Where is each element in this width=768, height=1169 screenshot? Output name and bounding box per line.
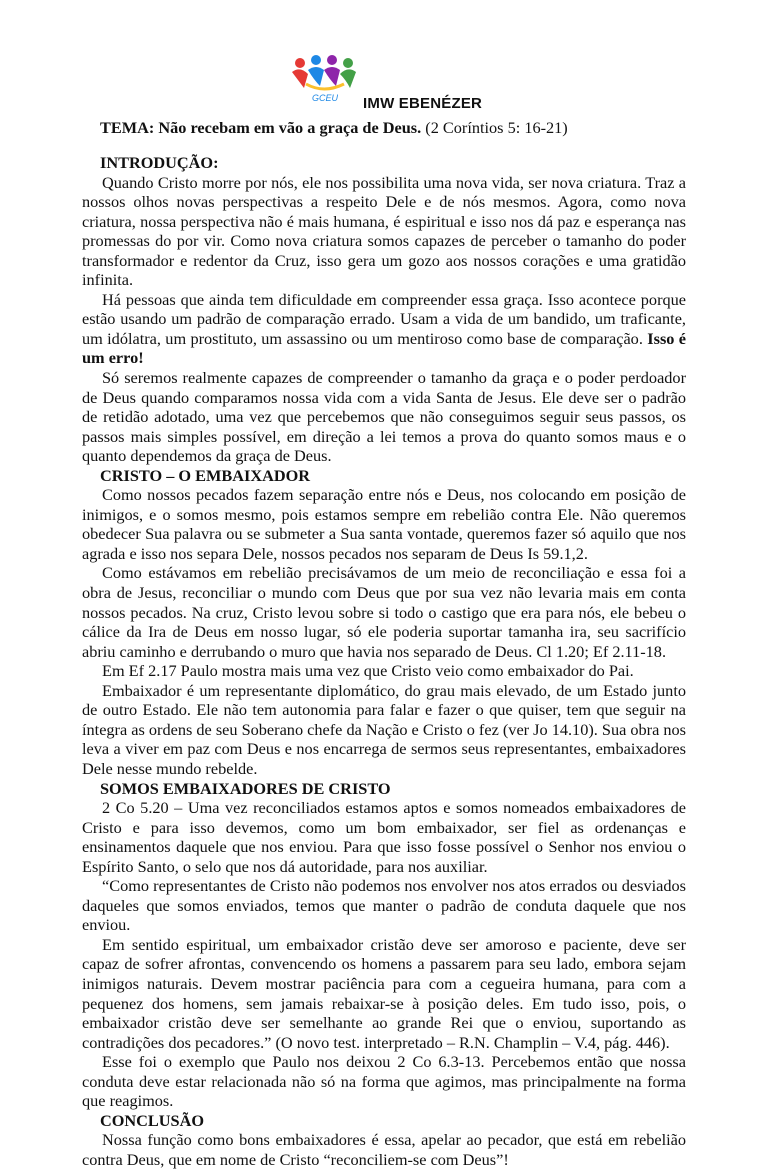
logo-text: GCEU	[312, 93, 339, 103]
embaixador-paragraph-2: Como estávamos em rebelião precisávamos de um meio de reconciliação e essa foi a obra de Jesus, reconciliar o mundo com Deus que por sua vez não levaria mais em conta nossos pecados. Na cruz, Cristo levou sobre si todo o castigo que era para nós, ele bebeu o cálice da Ira de Deus em nosso lugar, só ele poderia suportar tamanha ira, seu sacrifício abriu caminho e derrubando o muro que havia nos separado de Deus. Cl 1.20; Ef 2.11-18.	[82, 563, 686, 661]
embaixador-paragraph-4: Embaixador é um representante diplomático, do grau mais elevado, de um Estado junto de outro Estado. Ele não tem autonomia para falar e fazer o que quiser, tem que seguir na íntegra as ordens de seu Soberano chefe da Nação e Cristo o fez (ver Jo 14.10). Sua obra nos leva a viver em paz com Deus e nos encarrega de sermos seus representantes, embaixadores Dele nesse mundo rebelde.	[82, 680, 687, 778]
somos-paragraph-4: Esse foi o exemplo que Paulo nos deixou 2 Co 6.3-13. Percebemos então que nossa conduta deve estar relacionada não só na forma que agimos, mas principalmente na forma que reagimos.	[82, 1052, 686, 1111]
tema-ref: (2 Coríntios 5: 16-21)	[425, 118, 568, 137]
heading-somos: SOMOS EMBAIXADORES DE CRISTO	[100, 778, 391, 798]
tema-label: TEMA:	[100, 118, 155, 137]
heading-embaixador: CRISTO – O EMBAIXADOR	[100, 465, 311, 485]
tema-title: Não recebam em vão a graça de Deus.	[158, 118, 422, 137]
tema-line	[100, 118, 568, 138]
embaixador-paragraph-1: Como nossos pecados fazem separação entre nós e Deus, nos colocando em posição de inimigos, e o somos mesmo, pois estamos sempre em rebelião contra Ele. Não queremos obedecer Sua palavra ou se submeter a Sua santa vontade, queremos fazer só aquilo que nos agrada e isso nos separa Dele, nossos pecados nos separam de Deus Is 59.1,2.	[82, 485, 686, 563]
org-name: IMW EBENÉZER	[363, 95, 483, 112]
heading-introducao: INTRODUÇÃO:	[100, 153, 219, 172]
intro-paragraph-1: Quando Cristo morre por nós, ele nos possibilita uma nova vida, ser nova criatura. Traz a nossos olhos novas perspectivas a respeito Dele e de nós mesmos. Agora, como nova criatura, nossa perspectiva não é mais humana, é espiritual e isso nos dá paz e esperança nas promessas do por vir. Como nova criatura somos capazes de perceber o tamanho do poder transformador e redentor da Cruz, isso gera um gozo aos nossos corações e uma gratidão infinita.	[82, 172, 686, 290]
gceu-logo	[288, 54, 364, 104]
intro-p2-bold: Isso é um erro!	[82, 328, 686, 368]
embaixador-paragraph-3: Em Ef 2.17 Paulo mostra mais uma vez que Cristo veio como embaixador do Pai.	[102, 661, 634, 681]
somos-paragraph-1: 2 Co 5.20 – Uma vez reconciliados estamos aptos e somos nomeados embaixadores de Cristo e para isso devemos, como um bom embaixador, ser fiel as ordenanças e ensinamentos daquele que nos enviou. Para que isso fosse possível o Senhor nos enviou o Espírito Santo, o selo que nos dá autoridade, para nos auxiliar.	[82, 798, 686, 876]
intro-paragraph-2	[82, 290, 686, 368]
heading-conclusao: CONCLUSÃO	[100, 1110, 205, 1130]
intro-p2-text: Há pessoas que ainda tem dificuldade em compreender essa graça. Isso acontece porque estão usando um padrão de comparação errado. Usam a vida de um bandido, um traficante, um idólatra, um prostituto, um assassino ou um mentiroso como base de comparação.	[82, 289, 686, 348]
document-body	[82, 153, 686, 1169]
conclusao-paragraph-1: Nossa função como bons embaixadores é essa, apelar ao pecador, que está em rebelião contra Deus, que em nome de Cristo “reconciliem-se com Deus”!	[82, 1130, 686, 1169]
somos-paragraph-3: Em sentido espiritual, um embaixador cristão deve ser amoroso e paciente, deve ser capaz de sofrer afrontas, convencendo os homens a passarem para seu lado, embora sejam inimigos naturais. Devem mostrar paciência para com a cegueira humana, para com a pequenez dos homens, sem jamais rebaixar-se à posição deles. Em tudo isso, pois, o embaixador cristão deve ser semelhante ao grande Rei que o enviou, suportando as contradições dos pecadores.” (O novo test. interpretado – R.N. Champlin – V.4, pág. 446).	[82, 934, 686, 1052]
intro-paragraph-3: Só seremos realmente capazes de compreender o tamanho da graça e o poder perdoador de Deus quando comparamos nossa vida com a vida Santa de Jesus. Ele deve ser o padrão de retidão adotado, uma vez que percebemos que não conseguimos seguir seus passos, os passos mais simples possível, em direção a lei temos a prova do quanto somos maus e o quanto dependemos da graça de Deus.	[82, 368, 686, 466]
somos-paragraph-2: “Como representantes de Cristo não podemos nos envolver nos atos errados ou desviados daqueles que somos enviados, temos que manter o padrão de conduta daquele que nos enviou.	[82, 876, 686, 935]
